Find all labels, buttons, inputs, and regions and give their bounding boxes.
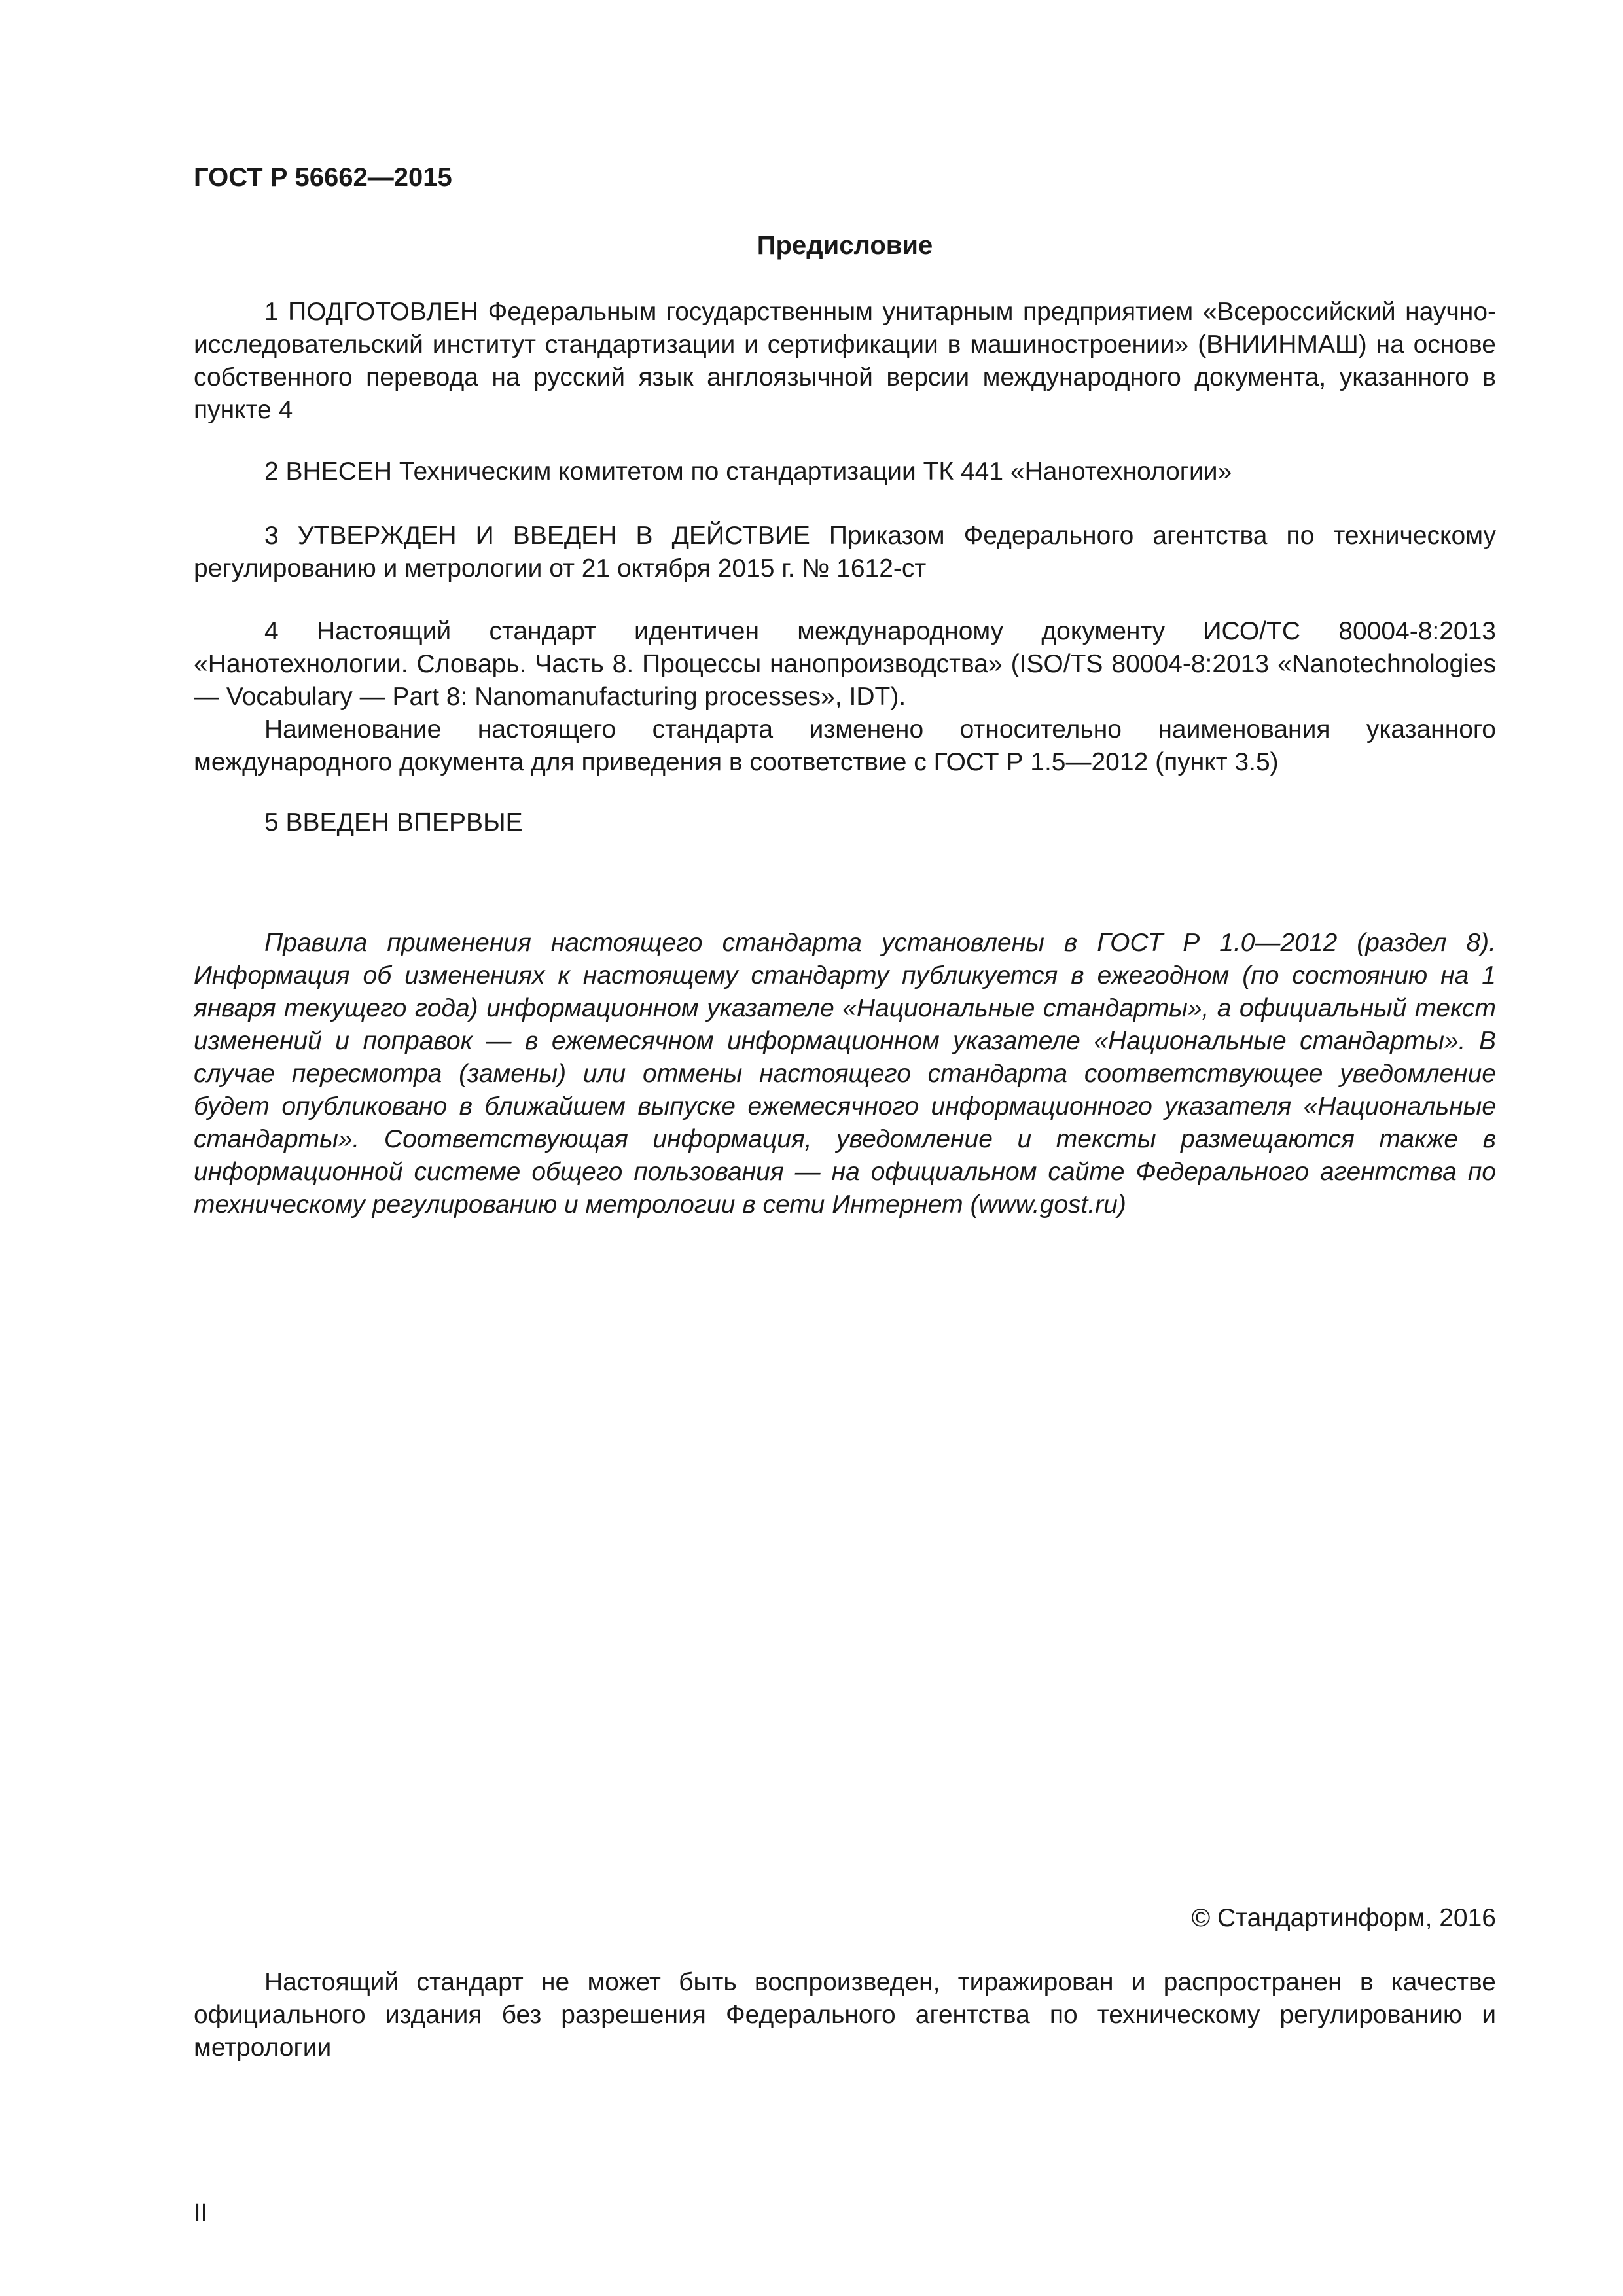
rules-note: Правила применения настоящего стандарта установлены в ГОСТ Р 1.0—2012 (раздел 8). Информация об изменениях к настоящему стандарту публикуется в ежегодном (по состоянию на 1 января текущего года) информационном указателе «Национальные стандарты», а официальный текст изменений и поправок — в ежемесячном информационном указателе «Национальные стандарты». В случае пересмотра (замены) или отмены настоящего стандарта соответствующее уведомление будет опубликовано в ближайшем выпуске ежемесячного информационного указателя «Национальные стандарты». Соответствующая информация, уведомление и тексты размещаются также в информационной системе общего пользования — на официальном сайте Федерального агентства по техническому регулированию и метрологии в сети Интернет (www.gost.ru) (194, 929, 1496, 1219)
document-id-header: ГОСТ Р 56662—2015 (194, 163, 452, 192)
foreword-item-3: 3 УТВЕРЖДЕН И ВВЕДЕН В ДЕЙСТВИЕ Приказом Федерального агентства по техническому регулированию и метрологии от 21 октября 2015 г. № 1612-ст (194, 522, 1496, 583)
foreword-item-4-note: Наименование настоящего стандарта изменено относительно наименования указанного международного документа для приведения в соответствие с ГОСТ Р 1.5—2012 (пункт 3.5) (194, 715, 1496, 776)
foreword-item-2: 2 ВНЕСЕН Техническим комитетом по стандартизации ТК 441 «Нанотехнологии» (264, 457, 1232, 486)
foreword-item-1: 1 ПОДГОТОВЛЕН Федеральным государственным унитарным предприятием «Всероссийский научно-исследовательский институт стандартизации и сертификации в машиностроении» (ВНИИНМАШ) на основе собственного перевода на русский язык англоязычной версии международного документа, указанного в пункте 4 (194, 298, 1496, 424)
page-title: Предисловие (757, 231, 933, 260)
reproduction-notice: Настоящий стандарт не может быть воспроизведен, тиражирован и распространен в качестве официального издания без разрешения Федерального агентства по техническому регулированию и метрологии (194, 1968, 1496, 2062)
foreword-item-5: 5 ВВЕДЕН ВПЕРВЫЕ (264, 808, 523, 836)
copyright-line: © Стандартинформ, 2016 (1191, 1904, 1496, 1932)
page-number: II (194, 2199, 208, 2227)
foreword-item-4: 4 Настоящий стандарт идентичен международному документу ИСО/ТС 80004-8:2013 «Нанотехнологии. Словарь. Часть 8. Процессы нанопроизводства» (ISO/TS 80004-8:2013 «Nanotechnologies — Vocabulary — Part 8: Nanomanufacturing processes», IDT). (194, 617, 1496, 711)
